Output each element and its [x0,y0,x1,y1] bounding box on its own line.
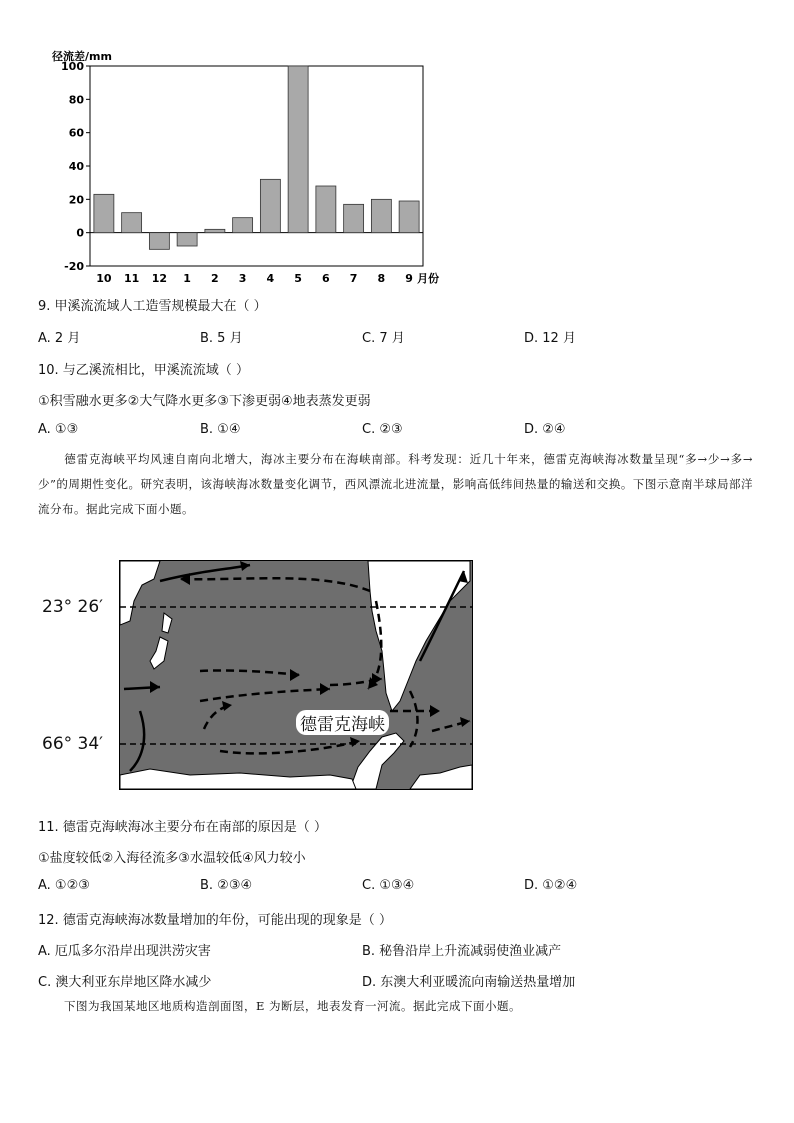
south-america-landmass [368,561,470,711]
antarctica-coast [120,769,356,789]
passage-geology-section-text: 下图为我国某地区地质构造剖面图，E 为断层，地表发育一河流。据此完成下面小题。 [64,999,522,1013]
q9-stem: 9. 甲溪流流域人工造雪规模最大在（ ） [38,299,267,314]
current-arrow-7 [200,689,330,701]
q11-option-c[interactable]: C. ①③④ [362,878,415,893]
arrow-head-8 [372,673,382,685]
x-tick-label-3: 1 [183,272,191,285]
x-tick-label-5: 3 [238,272,247,285]
arrow-head-13 [350,737,360,747]
q10-option-b[interactable]: B. ①④ [200,422,241,437]
bar-8 [371,199,391,232]
arrow-head-1 [240,561,250,571]
ocean-current-map-svg [120,561,472,789]
y-tick-label-4: 20 [68,193,84,207]
ocean-current-map [119,560,473,790]
arrow-head-7 [320,683,330,695]
q11-option-a[interactable]: A. ①②③ [38,878,90,893]
x-tick-label-4: 2 [211,272,219,285]
bar-9 [399,201,419,233]
x-tick-label-9: 7 [349,272,358,285]
q11-option-b[interactable]: B. ②③④ [200,878,253,893]
q11-statements: ①盐度较低②入海径流多③水温较低④风力较小 [38,851,306,866]
q10-stem: 10. 与乙溪流相比，甲溪流流域（ ） [38,363,249,378]
q11-stem: 11. 德雷克海峡海冰主要分布在南部的原因是（ ） [38,820,327,835]
y-tick-label-5: 0 [76,226,84,240]
arrow-head-6 [290,669,300,681]
q12-option-d[interactable]: D. 东澳大利亚暖流向南输送热量增加 [362,975,576,990]
x-axis-suffix: 月份 [417,272,440,285]
q10-option-a[interactable]: A. ①③ [38,422,79,437]
x-tick-label-10: 8 [377,272,386,285]
current-arrow-12 [130,711,144,771]
current-arrow-13 [220,741,360,753]
x-tick-label-8: 6 [322,272,330,285]
bar-1 [177,233,197,246]
y-tick-label-2: 60 [68,126,84,140]
current-arrow-2 [180,578,370,591]
chart-svg [40,42,450,292]
q9-option-a[interactable]: A. 2 月 [38,331,81,346]
q9-option-c[interactable]: C. 7 月 [362,331,405,346]
q11-option-d[interactable]: D. ①②④ [524,878,578,893]
q12-option-a[interactable]: A. 厄瓜多尔沿岸出现洪涝灾害 [38,944,211,959]
bar-3 [233,218,253,233]
bar-2 [205,229,225,232]
new-zealand-south-island [150,637,168,669]
q10-statements: ①积雪融水更多②大气降水更多③下渗更弱④地表蒸发更弱 [38,394,371,409]
q12-option-c[interactable]: C. 澳大利亚东岸地区降水减少 [38,975,212,990]
q9-option-b[interactable]: B. 5 月 [200,331,243,346]
latitude-label-tropic: 23° 26′ [42,597,104,617]
arrow-head-9 [222,701,232,711]
bar-12 [149,233,169,250]
q12-stem: 12. 德雷克海峡海冰数量增加的年份，可能出现的现象是（ ） [38,913,392,928]
q9-option-d[interactable]: D. 12 月 [524,331,576,346]
x-tick-label-6: 4 [266,272,275,285]
new-zealand-north-island [162,613,172,633]
x-tick-label-1: 11 [123,272,140,285]
current-arrow-6 [200,670,300,675]
passage-drake-strait-text: 德雷克海峡平均风速自南向北增大，海冰主要分布在海峡南部。科考发现：近几十年来，德雷克海峡海冰数量呈现“多→少→多→少”的周期性变化。研究表明，该海峡海冰数量变化调节，西风漂流北进流量，影响高低纬间热量的输送和交换。下图示意南半球局部洋流分布。据此完成下面小题。 [38,452,753,516]
arrow-head-10 [430,705,440,717]
y-tick-label-6: -20 [64,260,84,273]
arrow-head-11 [460,717,470,727]
antarctica-coast-east [410,765,472,789]
q12-option-b[interactable]: B. 秘鲁沿岸上升流减弱使渔业减产 [362,944,562,959]
chart-frame [90,66,423,266]
chart-ylabel: 径流差/mm [52,50,112,63]
passage-drake-strait [38,447,753,522]
latitude-label-antarctic-circle: 66° 34′ [42,734,104,754]
q10-option-c[interactable]: C. ②③ [362,422,403,437]
bar-11 [122,213,142,233]
current-arrow-14 [410,691,418,747]
passage-geology-section [38,994,753,1019]
bar-5 [288,66,308,233]
x-tick-label-0: 10 [96,272,112,285]
y-tick-label-3: 40 [68,160,84,173]
bar-4 [260,179,280,232]
q10-option-d[interactable]: D. ②④ [524,422,566,437]
y-tick-label-0: 100 [61,60,84,73]
australia-landmass [120,561,160,625]
x-tick-label-11: 9 [405,272,413,285]
x-tick-label-2: 12 [151,272,168,285]
bar-7 [344,204,364,232]
current-arrow-9 [204,705,232,729]
drake-strait-label: 德雷克海峡 [296,710,389,735]
runoff-difference-chart [40,42,450,292]
y-tick-label-1: 80 [68,93,84,107]
arrow-head-5 [150,681,160,693]
bar-6 [316,186,336,233]
x-tick-label-7: 5 [294,272,302,285]
bar-10 [94,194,114,232]
